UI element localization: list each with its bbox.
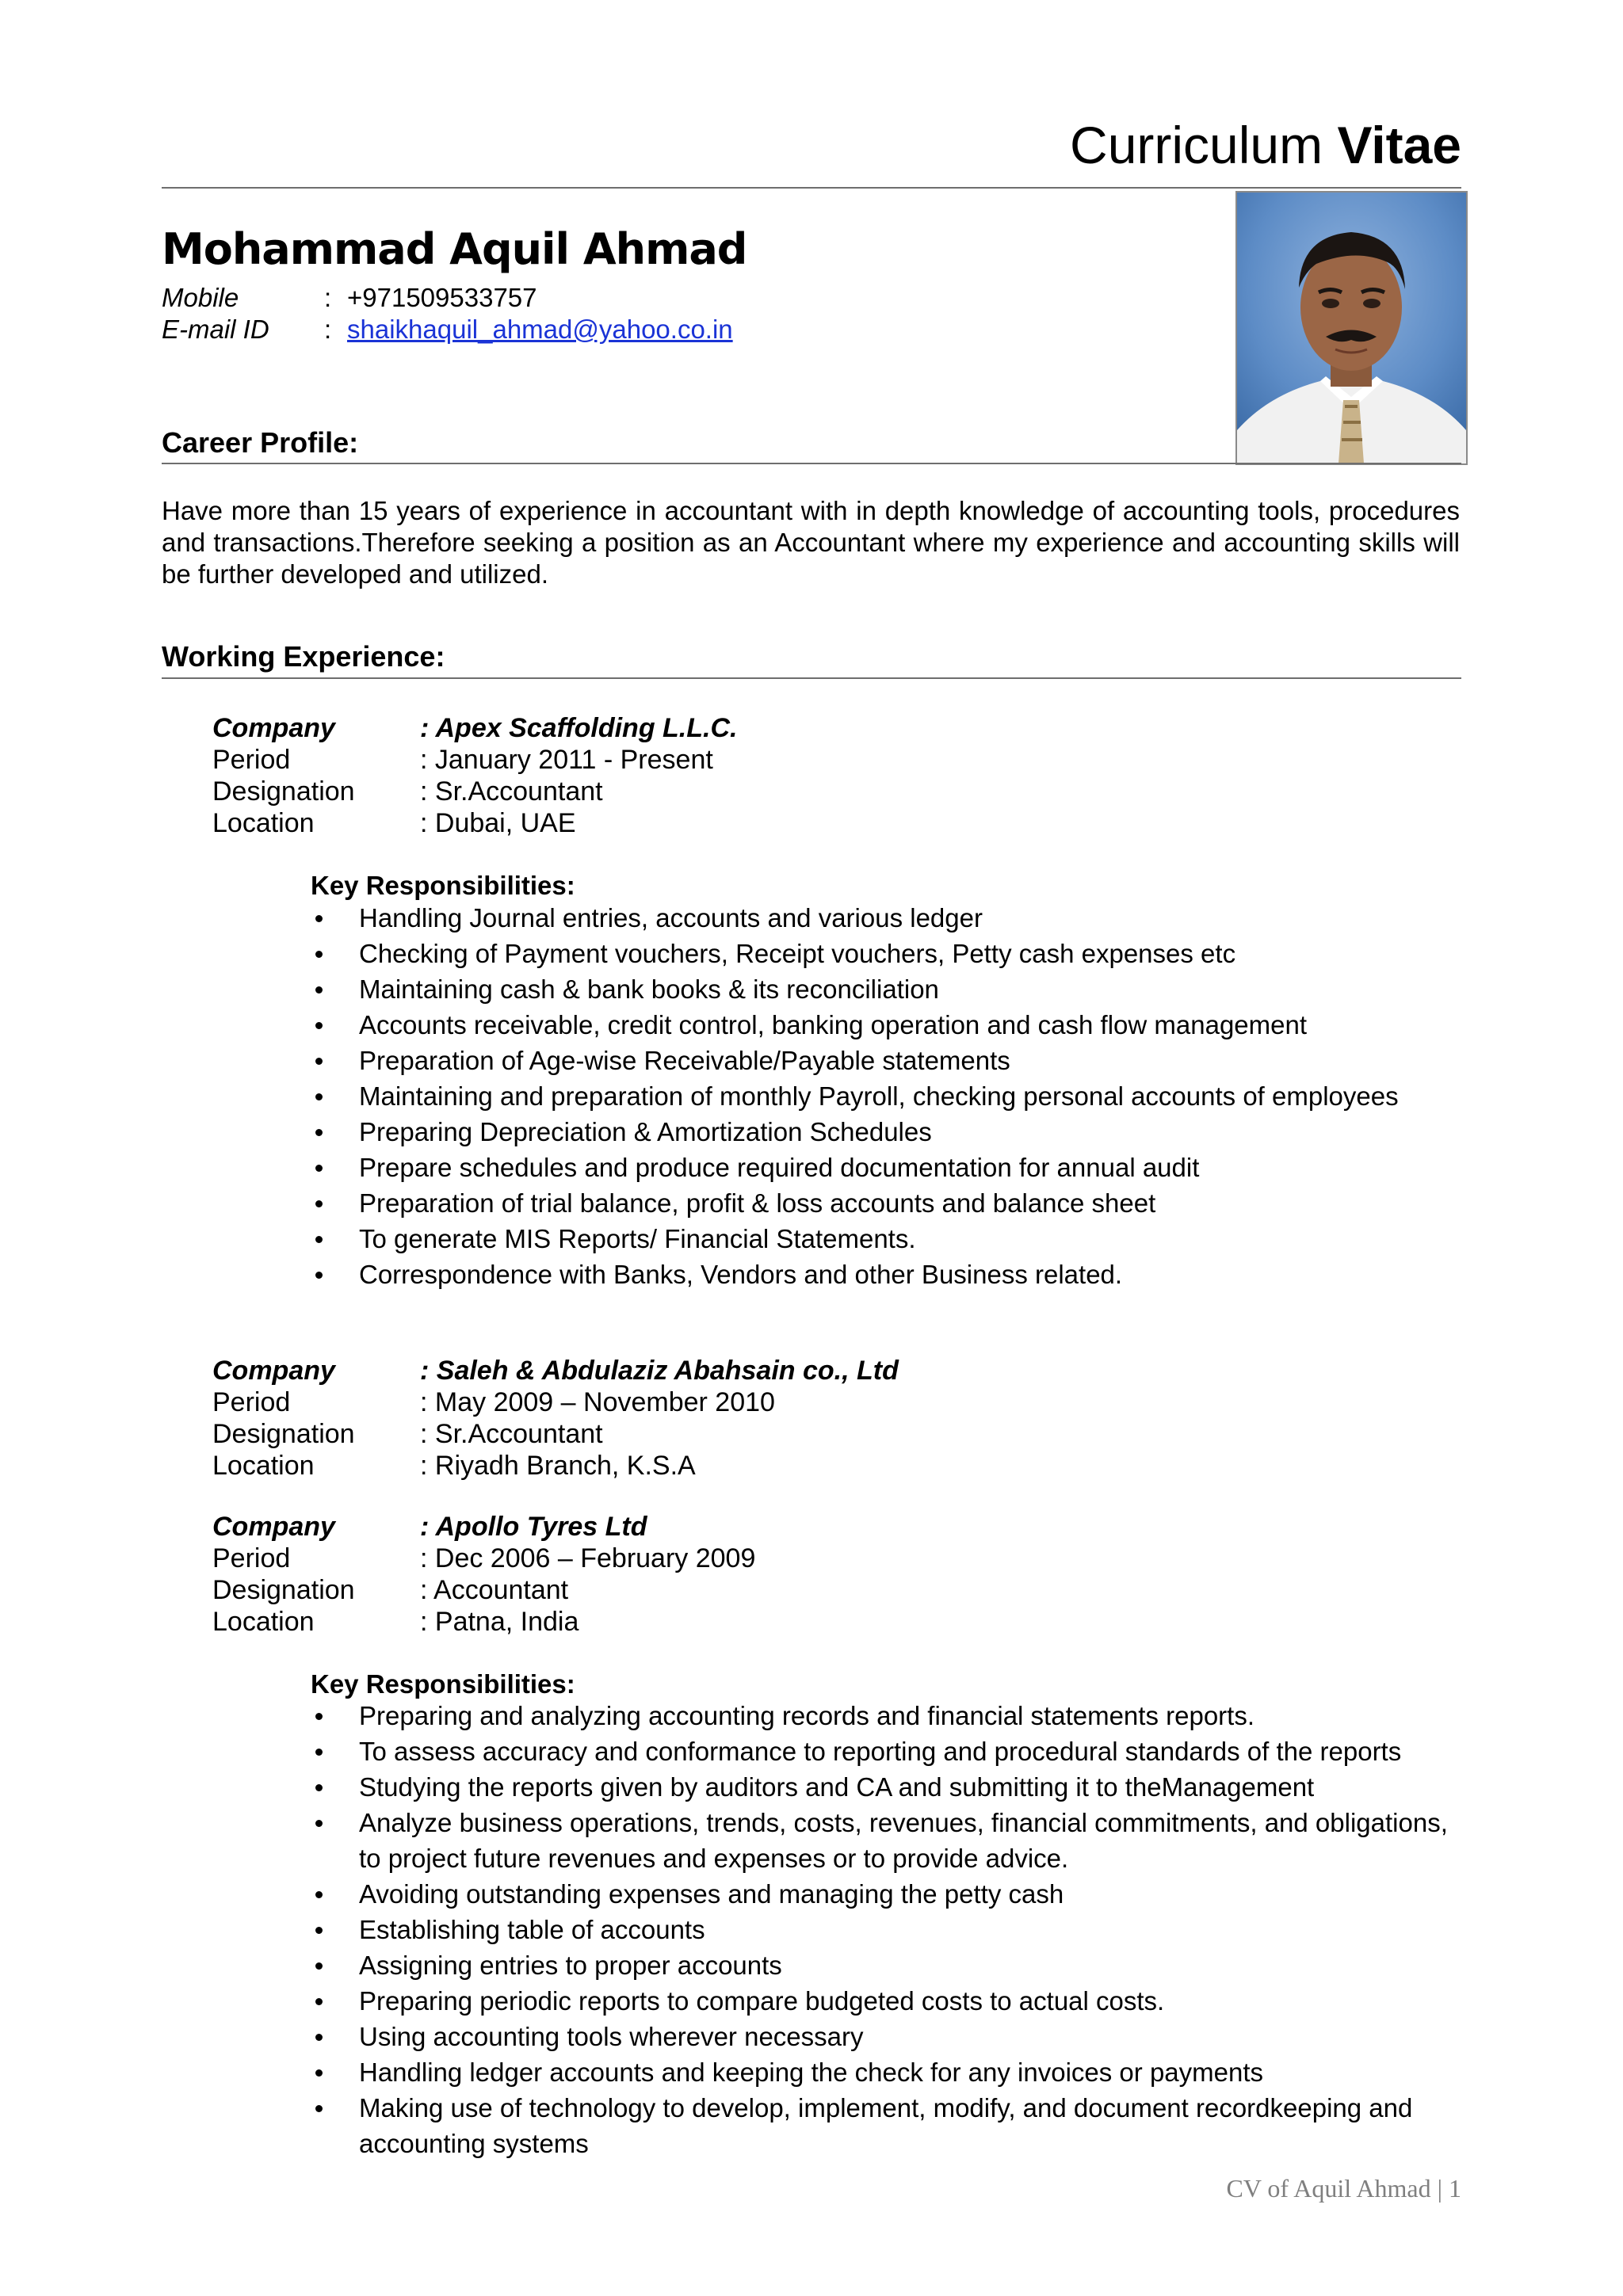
responsibility-text: Avoiding outstanding expenses and managing the petty cash [359, 1879, 1064, 1909]
designation-value: : Accountant [420, 1575, 569, 1605]
list-item [311, 1043, 1399, 1078]
period-label: Period [212, 1387, 291, 1417]
list-item [311, 1221, 1399, 1257]
responsibility-text: To assess accuracy and conformance to reporting and procedural standards of the reports [359, 1737, 1402, 1766]
location-value: : Dubai, UAE [420, 808, 576, 838]
list-item [311, 900, 1399, 936]
responsibility-text: Preparing Depreciation & Amortization Schedules [359, 1117, 932, 1146]
document-title [1070, 116, 1461, 174]
responsibility-text: Maintaining and preparation of monthly Payroll, checking personal accounts of employees [359, 1081, 1399, 1111]
responsibility-text: Assigning entries to proper accounts [359, 1951, 782, 1980]
designation-value: : Sr.Accountant [420, 776, 603, 807]
period-value: : Dec 2006 – February 2009 [420, 1543, 756, 1573]
designation-label: Designation [212, 1419, 355, 1449]
responsibility-text: Analyze business operations, trends, costs, revenues, financial commitments, and obligations, to project future revenues and expenses or to provide advice. [359, 1808, 1448, 1873]
period-label: Period [212, 745, 291, 775]
location-label: Location [212, 808, 315, 838]
company-label: Company [212, 713, 335, 743]
designation-value: : Sr.Accountant [420, 1419, 603, 1449]
list-item [311, 1698, 1461, 1733]
location-label: Location [212, 1607, 315, 1637]
list-item [311, 2054, 1461, 2090]
list-item [311, 971, 1399, 1007]
working-experience-divider [162, 677, 1461, 679]
list-item [311, 1114, 1399, 1150]
responsibility-text: Preparation of trial balance, profit & loss accounts and balance sheet [359, 1188, 1156, 1218]
responsibility-text: Maintaining cash & bank books & its reconciliation [359, 974, 939, 1004]
period-label: Period [212, 1543, 291, 1573]
list-item [311, 1150, 1399, 1185]
responsibility-text: Preparing and analyzing accounting records and financial statements reports. [359, 1701, 1254, 1730]
list-item [311, 1257, 1399, 1292]
key-responsibilities-heading: Key Responsibilities: [311, 1669, 575, 1699]
email-label: E-mail ID [162, 315, 269, 344]
location-value: : Patna, India [420, 1607, 579, 1637]
career-profile-text: Have more than 15 years of experience in accountant with in depth knowledge of accounting tools, procedures and transactions.Therefore seeking a position as an Accountant where my experience and accounting skills will be further developed and utilized. [162, 496, 1460, 589]
list-item [311, 1078, 1399, 1114]
location-value: : Riyadh Branch, K.S.A [420, 1451, 696, 1481]
list-item [311, 1769, 1461, 1805]
company-label: Company [212, 1512, 335, 1542]
location-label: Location [212, 1451, 315, 1481]
responsibility-text: Accounts receivable, credit control, banking operation and cash flow management [359, 1010, 1308, 1039]
career-profile-heading: Career Profile: [162, 426, 359, 459]
list-item [311, 1185, 1399, 1221]
document-title-bold: Vitae [1337, 116, 1461, 174]
company-value: : Apollo Tyres Ltd [420, 1512, 647, 1542]
working-experience-heading: Working Experience: [162, 640, 445, 673]
company-value: : Saleh & Abdulaziz Abahsain co., Ltd [420, 1356, 899, 1386]
key-responsibilities-heading: Key Responsibilities: [311, 871, 575, 900]
responsibility-text: Handling Journal entries, accounts and various ledger [359, 903, 983, 933]
candidate-name: Mohammad Aquil Ahmad [162, 224, 747, 274]
responsibility-text: Using accounting tools wherever necessary [359, 2022, 864, 2051]
responsibility-text: Correspondence with Banks, Vendors and other Business related. [359, 1260, 1123, 1289]
list-item [311, 1983, 1461, 2019]
responsibility-text: Studying the reports given by auditors and CA and submitting it to theManagement [359, 1772, 1315, 1802]
list-item [311, 1947, 1461, 1983]
company-label: Company [212, 1356, 335, 1386]
responsibility-text: Making use of technology to develop, implement, modify, and document recordkeeping and accounting systems [359, 2093, 1413, 2158]
responsibility-text: Checking of Payment vouchers, Receipt vouchers, Petty cash expenses etc [359, 939, 1236, 968]
email-link[interactable]: shaikhaquil_ahmad@yahoo.co.in [347, 315, 733, 344]
responsibility-list [311, 1698, 1461, 2161]
period-value: : January 2011 - Present [420, 745, 713, 775]
list-item [311, 1876, 1461, 1912]
list-item [311, 1912, 1461, 1947]
responsibility-text: Preparing periodic reports to compare budgeted costs to actual costs. [359, 1986, 1165, 2016]
mobile-separator: : [324, 283, 332, 312]
responsibility-text: Preparation of Age-wise Receivable/Payable statements [359, 1046, 1010, 1075]
list-item [311, 936, 1399, 971]
mobile-label: Mobile [162, 283, 239, 312]
career-profile-divider [162, 463, 1461, 464]
responsibility-text: Establishing table of accounts [359, 1915, 705, 1944]
designation-label: Designation [212, 1575, 355, 1605]
list-item [311, 2090, 1461, 2161]
portrait-image [1237, 193, 1466, 463]
responsibility-text: To generate MIS Reports/ Financial Statements. [359, 1224, 916, 1253]
responsibility-text: Handling ledger accounts and keeping the check for any invoices or payments [359, 2058, 1264, 2087]
profile-photo [1235, 191, 1468, 465]
responsibility-list [311, 900, 1399, 1292]
mobile-value: +971509533757 [347, 283, 537, 312]
list-item [311, 1007, 1399, 1043]
list-item [311, 1733, 1461, 1769]
list-item [311, 2019, 1461, 2054]
period-value: : May 2009 – November 2010 [420, 1387, 775, 1417]
company-value: : Apex Scaffolding L.L.C. [420, 713, 738, 743]
list-item [311, 1805, 1461, 1876]
email-separator: : [324, 315, 332, 344]
document-title-light: Curriculum [1070, 116, 1323, 174]
responsibility-text: Prepare schedules and produce required documentation for annual audit [359, 1153, 1200, 1182]
page-footer: CV of Aquil Ahmad | 1 [1226, 2174, 1461, 2203]
designation-label: Designation [212, 776, 355, 807]
title-divider [162, 187, 1461, 189]
